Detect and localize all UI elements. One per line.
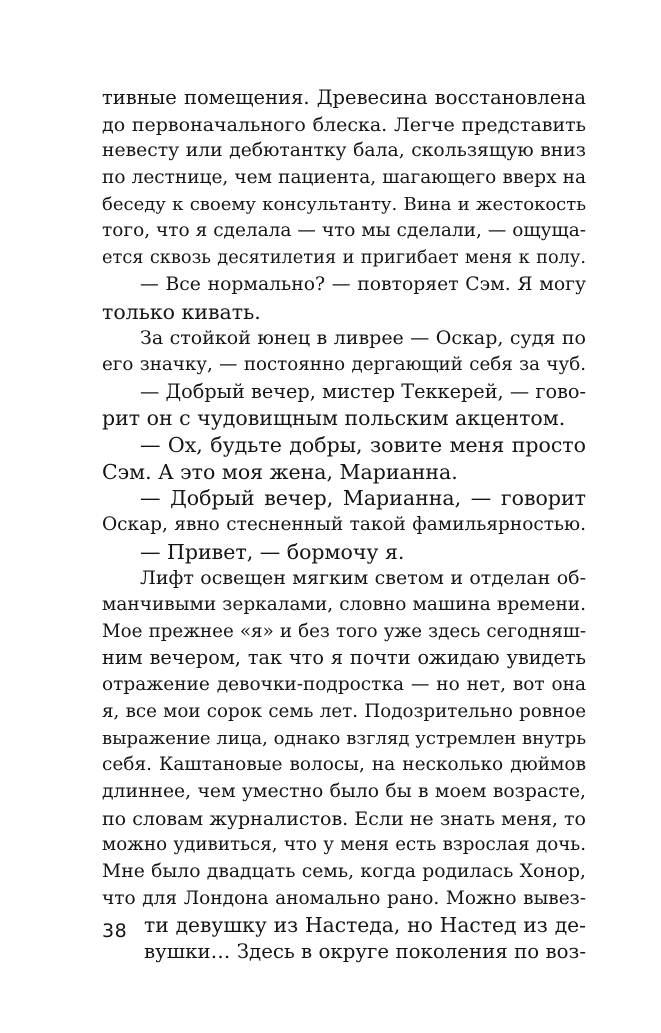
- text-line: только кивать.: [102, 299, 261, 324]
- text-line: — Все нормально? — повторяет Сэм. Я могу: [140, 273, 586, 295]
- text-line: его значку, — постоянно дергающий себя за чуб.: [102, 353, 586, 375]
- body-text: [102, 85, 586, 966]
- text-line: того, что я сделала — что мы сделали, — ощуща-: [102, 220, 586, 242]
- text-line: — Привет, — бормочу я.: [140, 539, 405, 564]
- text-line: длиннее, чем уместно было бы в моем возрасте,: [102, 780, 586, 802]
- text-line: Мое прежнее «я» и без того уже здесь сегодняш-: [102, 620, 586, 642]
- text-line: манчивыми зеркалами, словно машина времени.: [102, 594, 586, 616]
- text-line: вушки… Здесь в округе поколения по воз-: [144, 940, 586, 963]
- text-line: Оскар, явно стесненный такой фамильярностью.: [102, 514, 586, 535]
- text-line: отражение девочки-подростка — но нет, вот она: [102, 674, 586, 696]
- text-line: тивные помещения. Древесина восстановлена: [102, 86, 586, 109]
- text-line: — Ох, будьте добры, зовите меня просто: [140, 432, 586, 457]
- text-line: Сэм. А это моя жена, Марианна.: [102, 459, 458, 484]
- text-line: ется сквозь десятилетия и пригибает меня к полу.: [102, 248, 586, 269]
- text-line: — Добрый вечер, Марианна, — говорит: [140, 486, 586, 511]
- page-number: 38: [102, 920, 128, 942]
- text-line: я, все мои сорок семь лет. Подозрительно ровное: [102, 700, 586, 722]
- text-line: невесту или дебютантку бала, скользящую вниз: [102, 140, 586, 162]
- text-line: по словам журналистов. Если не знать меня, то: [102, 807, 586, 830]
- text-line: по лестнице, чем пациента, шагающего вверх на: [102, 167, 586, 189]
- text-line: беседу к своему консультанту. Вина и жестокость: [102, 193, 586, 215]
- text-line: ти девушку из Настеда, но Настед из де-: [144, 913, 586, 938]
- text-line: можно удивиться, что у меня есть взрослая дочь.: [102, 834, 586, 856]
- text-line: ним вечером, так что я почти ожидаю увидеть: [102, 646, 586, 670]
- text-line: — Добрый вечер, мистер Теккерей, — гово-: [140, 379, 586, 403]
- text-line: выражение лица, однако взгляд устремлен внутрь: [102, 727, 586, 749]
- text-line: до первоначального блеска. Легче представить: [102, 113, 586, 136]
- text-line: Мне было двадцать семь, когда родилась Хонор,: [102, 860, 586, 882]
- text-line: себя. Каштановые волосы, на несколько дюймов: [102, 754, 586, 776]
- text-line: что для Лондона аномально рано. Можно вывез-: [102, 887, 586, 909]
- text-line: рит он с чудовищным польским акцентом.: [102, 406, 566, 431]
- text-line: Лифт освещен мягким светом и отделан об-: [140, 567, 586, 590]
- text-line: За стойкой юнец в ливрее — Оскар, судя по: [140, 327, 586, 350]
